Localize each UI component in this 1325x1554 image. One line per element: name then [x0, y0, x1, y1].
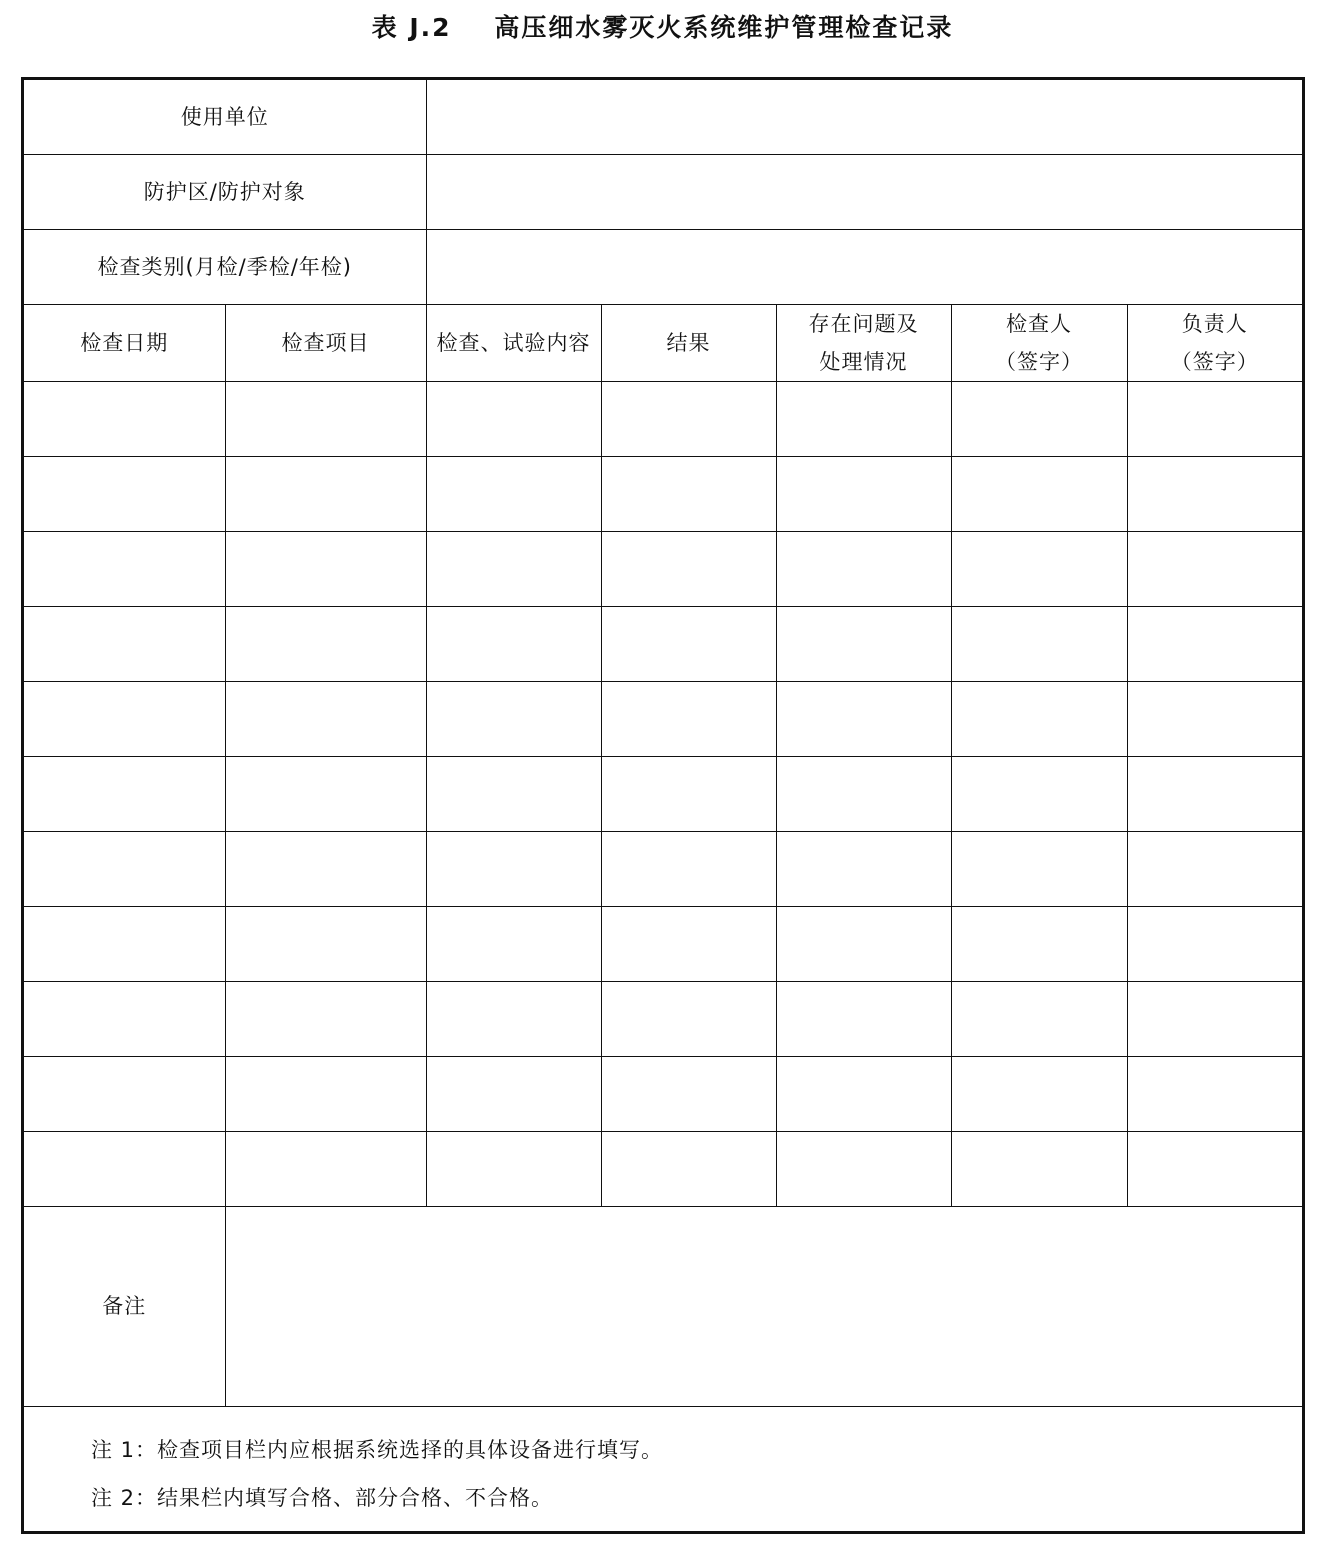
- table-cell[interactable]: [24, 382, 225, 457]
- info-label-unit: 使用单位: [24, 80, 426, 155]
- table-cell[interactable]: [601, 832, 776, 907]
- table-cell[interactable]: [776, 532, 951, 607]
- table-cell[interactable]: [951, 832, 1127, 907]
- remarks-label: 备注: [24, 1207, 225, 1407]
- table-cell[interactable]: [1127, 1057, 1302, 1132]
- header-inspector-line2: （签字）: [995, 350, 1083, 374]
- info-label-category: 检查类别(月检/季检/年检): [24, 230, 426, 305]
- header-inspector-line1: 检查人: [1006, 312, 1072, 336]
- table-row: [24, 1132, 1302, 1207]
- table-row: [24, 532, 1302, 607]
- table-cell[interactable]: [225, 607, 426, 682]
- table-cell[interactable]: [1127, 607, 1302, 682]
- table-cell[interactable]: [1127, 682, 1302, 757]
- table-cell[interactable]: [1127, 382, 1302, 457]
- table-cell[interactable]: [426, 532, 601, 607]
- header-responsible: [1127, 305, 1302, 382]
- table-cell[interactable]: [426, 1132, 601, 1207]
- table-cell[interactable]: [225, 532, 426, 607]
- table-cell[interactable]: [24, 1057, 225, 1132]
- table-cell[interactable]: [1127, 832, 1302, 907]
- table-cell[interactable]: [426, 607, 601, 682]
- table-cell[interactable]: [776, 382, 951, 457]
- info-label-zone: 防护区/防护对象: [24, 155, 426, 230]
- table-cell[interactable]: [1127, 757, 1302, 832]
- table-cell[interactable]: [1127, 532, 1302, 607]
- header-result-text: 结果: [666, 331, 711, 355]
- table-cell[interactable]: [426, 982, 601, 1057]
- header-test-content: [426, 305, 601, 382]
- notes-section: [24, 1410, 1302, 1531]
- info-value-category[interactable]: [426, 230, 1302, 305]
- remarks-row: [24, 1207, 1302, 1407]
- header-responsible-line2: （签字）: [1170, 350, 1259, 374]
- table-cell[interactable]: [776, 682, 951, 757]
- table-cell[interactable]: [225, 682, 426, 757]
- table-row: [24, 907, 1302, 982]
- table-cell[interactable]: [1127, 982, 1302, 1057]
- table-cell[interactable]: [24, 757, 225, 832]
- table-cell[interactable]: [426, 757, 601, 832]
- header-issues-line2: 处理情况: [819, 350, 908, 374]
- table-row: [24, 682, 1302, 757]
- table-row: [24, 982, 1302, 1057]
- table-header-row: [24, 305, 1302, 382]
- header-check-date: [24, 305, 225, 382]
- header-check-item: [225, 305, 426, 382]
- table-cell[interactable]: [225, 907, 426, 982]
- table-cell[interactable]: [24, 982, 225, 1057]
- note-2: 注 2：结果栏内填写合格、部分合格、不合格。: [91, 1486, 554, 1510]
- table-cell[interactable]: [601, 382, 776, 457]
- table-cell[interactable]: [426, 1057, 601, 1132]
- table-cell[interactable]: [426, 682, 601, 757]
- table-cell[interactable]: [24, 457, 225, 532]
- table-cell[interactable]: [24, 1132, 225, 1207]
- table-cell[interactable]: [426, 907, 601, 982]
- table-cell[interactable]: [776, 1132, 951, 1207]
- header-result: [601, 305, 776, 382]
- table-cell[interactable]: [24, 532, 225, 607]
- header-responsible-line1: 负责人: [1181, 312, 1248, 336]
- table-cell[interactable]: [951, 532, 1127, 607]
- info-row-category: [24, 230, 1302, 305]
- table-cell[interactable]: [1127, 457, 1302, 532]
- table-cell[interactable]: [951, 982, 1127, 1057]
- form-title: 表 J.2 高压细水雾灭火系统维护管理检查记录: [371, 13, 954, 42]
- table-cell[interactable]: [225, 757, 426, 832]
- table-cell[interactable]: [601, 757, 776, 832]
- table-cell[interactable]: [601, 907, 776, 982]
- table-cell[interactable]: [601, 1132, 776, 1207]
- table-cell[interactable]: [426, 382, 601, 457]
- table-cell[interactable]: [24, 832, 225, 907]
- header-check-item-text: 检查项目: [281, 331, 370, 355]
- table-row: [24, 457, 1302, 532]
- table-cell[interactable]: [951, 682, 1127, 757]
- table-cell[interactable]: [776, 757, 951, 832]
- table-cell[interactable]: [776, 832, 951, 907]
- table-cell[interactable]: [776, 1057, 951, 1132]
- table-cell[interactable]: [601, 682, 776, 757]
- table-cell[interactable]: [225, 457, 426, 532]
- table-cell[interactable]: [776, 457, 951, 532]
- table-row: [24, 832, 1302, 907]
- info-row-zone: [24, 155, 1302, 230]
- info-value-zone[interactable]: [426, 155, 1302, 230]
- table-cell[interactable]: [225, 382, 426, 457]
- table-row: [24, 607, 1302, 682]
- info-row-unit: [24, 80, 1302, 155]
- table-cell[interactable]: [776, 607, 951, 682]
- table-cell[interactable]: [601, 457, 776, 532]
- table-cell[interactable]: [601, 1057, 776, 1132]
- table-cell[interactable]: [776, 982, 951, 1057]
- table-cell[interactable]: [601, 607, 776, 682]
- table-cell[interactable]: [1127, 907, 1302, 982]
- header-issues: [776, 305, 951, 382]
- table-cell[interactable]: [951, 907, 1127, 982]
- table-cell[interactable]: [601, 532, 776, 607]
- table-cell[interactable]: [601, 982, 776, 1057]
- table-cell[interactable]: [24, 607, 225, 682]
- table-cell[interactable]: [225, 982, 426, 1057]
- table-cell[interactable]: [951, 457, 1127, 532]
- header-inspector: [951, 305, 1127, 382]
- inspection-record-table: [24, 80, 1302, 1407]
- header-check-date-text: 检查日期: [80, 331, 169, 355]
- table-row: [24, 757, 1302, 832]
- table-row: [24, 382, 1302, 457]
- table-cell[interactable]: [225, 832, 426, 907]
- note-1: 注 1：检查项目栏内应根据系统选择的具体设备进行填写。: [91, 1438, 664, 1462]
- table-cell[interactable]: [24, 907, 225, 982]
- table-cell[interactable]: [426, 832, 601, 907]
- table-row: [24, 1057, 1302, 1132]
- table-cell[interactable]: [24, 682, 225, 757]
- table-cell[interactable]: [225, 1057, 426, 1132]
- inspection-record-sheet: [21, 77, 1305, 1534]
- table-cell[interactable]: [1127, 1132, 1302, 1207]
- table-cell[interactable]: [951, 1132, 1127, 1207]
- table-cell[interactable]: [951, 382, 1127, 457]
- header-issues-line1: 存在问题及: [808, 312, 919, 336]
- table-cell[interactable]: [951, 1057, 1127, 1132]
- info-value-unit[interactable]: [426, 80, 1302, 155]
- remarks-value[interactable]: [225, 1207, 1302, 1407]
- table-cell[interactable]: [951, 757, 1127, 832]
- table-cell[interactable]: [951, 607, 1127, 682]
- table-cell[interactable]: [776, 907, 951, 982]
- header-test-content-text: 检查、试验内容: [436, 331, 591, 355]
- table-cell[interactable]: [225, 1132, 426, 1207]
- table-cell[interactable]: [426, 457, 601, 532]
